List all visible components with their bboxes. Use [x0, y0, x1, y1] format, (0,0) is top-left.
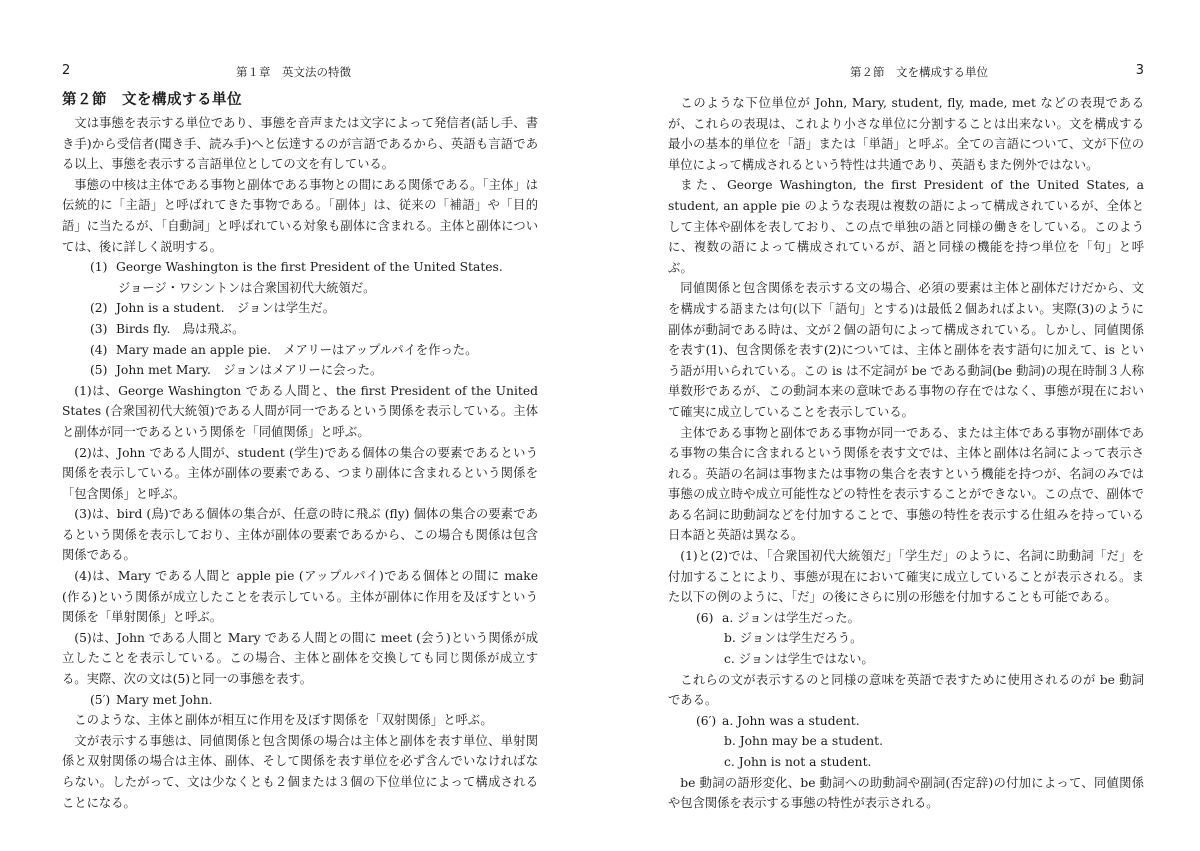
example-number: (6)	[696, 610, 714, 625]
right-page-body	[668, 93, 1144, 814]
example-text: b. John may be a student.	[724, 734, 884, 749]
example-sentence	[62, 298, 538, 319]
section-running-head: 第２節 文を構成する単位	[850, 65, 988, 79]
example-text: George Washington is the first President of the United States.	[116, 260, 503, 275]
section-title: 第２節 文を構成する単位	[62, 92, 242, 108]
paragraph: 文は事態を表示する単位であり、事態を音声または文字によって発信者(話し手、書き手)から受信者(聞き手、読み手)へと伝達するのが言語であるから、英語も言語である以上、事態を表示する言語単位としての文を有している。	[62, 116, 538, 172]
paragraph: このような、主体と副体が相互に作用を及ぼす関係を「双射関係」と呼ぶ。	[74, 713, 493, 728]
example-text: ジョージ・ワシントンは合衆国初代大統領だ。	[118, 280, 376, 295]
paragraph: 事態の中核は主体である事物と副体である事物との間にある関係である。「主体」は伝統的に「主語」と呼ばれてきた事物である。「副体」は、従来の「補語」や「目的語」に当たるが、「自動詞」と呼ばれている対象も副体に含まれる。主体と副体については、後に詳しく説明する。	[62, 177, 538, 254]
example-number: (6′)	[696, 713, 717, 728]
example-text: Birds fly. 鳥は飛ぶ。	[116, 321, 245, 336]
example-number: (1)	[90, 260, 108, 275]
page-number-right: 3	[1135, 63, 1144, 78]
example-sentence	[668, 752, 1144, 773]
paragraph: be 動詞の語形変化、be 動詞への助動詞や副詞(否定辞)の付加によって、同値関係や包含関係を表示する事態の特性が表示される。	[668, 775, 1144, 811]
example-text: c. ジョンは学生ではない。	[724, 652, 874, 667]
right-running-head	[668, 63, 1144, 81]
example-sentence	[62, 257, 538, 278]
example-sentence	[668, 711, 1144, 732]
example-sentence	[62, 340, 538, 361]
example-sentence	[62, 690, 538, 711]
paragraph: (4)は、Mary である人間と apple pie (アップルパイ)である個体との間に make (作る)という関係が成立したことを表示している。主体が副体に作用を及ぼすという関係を「単射関係」と呼ぶ。	[62, 569, 538, 625]
paragraph: このような下位単位が John, Mary, student, fly, made, met などの表現であるが、これらの表現は、これより小さな単位に分割することは出来ない。文を構成する最小の基本的単位を「語」または「単語」と呼ぶ。全ての言語について、文が下位の単位によって構成されるという特性は共通であり、英語もまた例外ではない。	[668, 96, 1144, 172]
example-sentence	[668, 608, 1144, 629]
example-number: (5)	[90, 363, 108, 378]
example-sentence	[668, 628, 1144, 649]
example-sentence	[62, 360, 538, 381]
page-number-left: 2	[62, 63, 71, 78]
right-page	[668, 0, 1144, 851]
example-text: a. John was a student.	[722, 713, 860, 728]
paragraph: (3)は、bird (鳥)である個体の集合が、任意の時に飛ぶ (fly) 個体の集合の要素であるという関係を表示しており、主体が副体の要素であるから、この場合も関係は包含関係である。	[62, 507, 538, 563]
paragraph: (1)は、George Washington である人間と、the first President of the United States (合衆国初代大統領)である人間が同一であるという関係を表示している。主体と副体が同一であるという関係を「同値関係」と呼ぶ。	[62, 383, 538, 439]
example-sentence	[62, 319, 538, 340]
example-number: (2)	[90, 301, 108, 316]
paragraph: 主体である事物と副体である事物が同一である、または主体である事物が副体である事物の集合に含まれるという関係を表す文では、主体と副体は名詞によって表示される。英語の名詞は事物または事物の集合を表すという機能を持つが、名詞のみでは事態の成立時や成立可能性などの特性を表示することができない。この点で、副体である名詞に助動詞などを付加することで、事態の特性を表示する仕組みを持っている日本語と英語は異なる。	[668, 425, 1144, 543]
chapter-running-head: 第１章 英文法の特徴	[236, 65, 351, 79]
paragraph: また、George Washington, the first President of the United States, a student, an apple pie のような表現は複数の語によって構成されているが、全体として主体や副体を表しており、この点で単独の語と同様の働きをしている。このように、複数の語によって構成されているが、語と同様の機能を持つ単位を「句」と呼ぶ。	[668, 178, 1144, 275]
example-number: (3)	[90, 321, 108, 336]
example-number: (5′)	[90, 692, 111, 707]
paragraph: (2)は、John である人間が、student (学生)である個体の集合の要素であるという関係を表示している。主体が副体の要素である、つまり副体に含まれるという関係を「包含関係」と呼ぶ。	[62, 445, 538, 501]
left-page	[62, 0, 538, 851]
example-sentence	[668, 731, 1144, 752]
example-text: Mary met John.	[116, 692, 213, 707]
example-text: John is a student. ジョンは学生だ。	[116, 301, 335, 316]
example-text: Mary made an apple pie. メアリーはアップルパイを作った。	[116, 342, 478, 357]
example-text: c. John is not a student.	[724, 755, 872, 769]
paragraph: (1)と(2)では、「合衆国初代大統領だ」「学生だ」のように、名詞に助動詞「だ」を付加することにより、事態が現在において確実に成立していることが表示される。また以下の例のように、「だ」の後にさらに別の形態を付加することも可能である。	[668, 549, 1144, 605]
paragraph: 文が表示する事態は、同値関係と包含関係の場合は主体と副体を表す単位、単射関係と双射関係の場合は主体、副体、そして関係を表す単位を必ず含んでいなければならない。したがって、文は少なくとも２個または３個の下位単位によって構成されることになる。	[62, 733, 538, 810]
paragraph: 同値関係と包含関係を表示する文の場合、必須の要素は主体と副体だけだから、文を構成する語または句(以下「語句」とする)は最低２個あればよい。実際(3)のように副体が動詞である時は、文が２個の語句によって構成されている。しかし、同値関係を表す(1)、包含関係を表す(2)については、主体と副体を表す語句に加えて、is という語が用いられている。この is は不定詞が be である動詞(be 動詞)の現在時制３人称単数形であるが、この動詞本来の意味である事物の存在ではなく、事態が現在において確実に成立していることを表示している。	[668, 281, 1144, 419]
example-number: (4)	[90, 342, 108, 357]
example-translation	[62, 278, 538, 299]
paragraph: これらの文が表示するのと同様の意味を英語で表すために使用されるのが be 動詞である。	[668, 672, 1144, 708]
example-sentence	[668, 649, 1144, 670]
paragraph: (5)は、John である人間と Mary である人間との間に meet (会う)という関係が成立したことを表示している。この場合、主体と副体を交換しても同じ関係が成立する。実際、次の文は(5)と同一の事態を表す。	[62, 630, 538, 687]
example-text: John met Mary. ジョンはメアリーに会った。	[116, 363, 383, 378]
example-text: a. ジョンは学生だった。	[722, 610, 860, 625]
left-page-body	[62, 90, 538, 813]
left-running-head	[62, 63, 538, 81]
example-text: b. ジョンは学生だろう。	[724, 631, 863, 646]
